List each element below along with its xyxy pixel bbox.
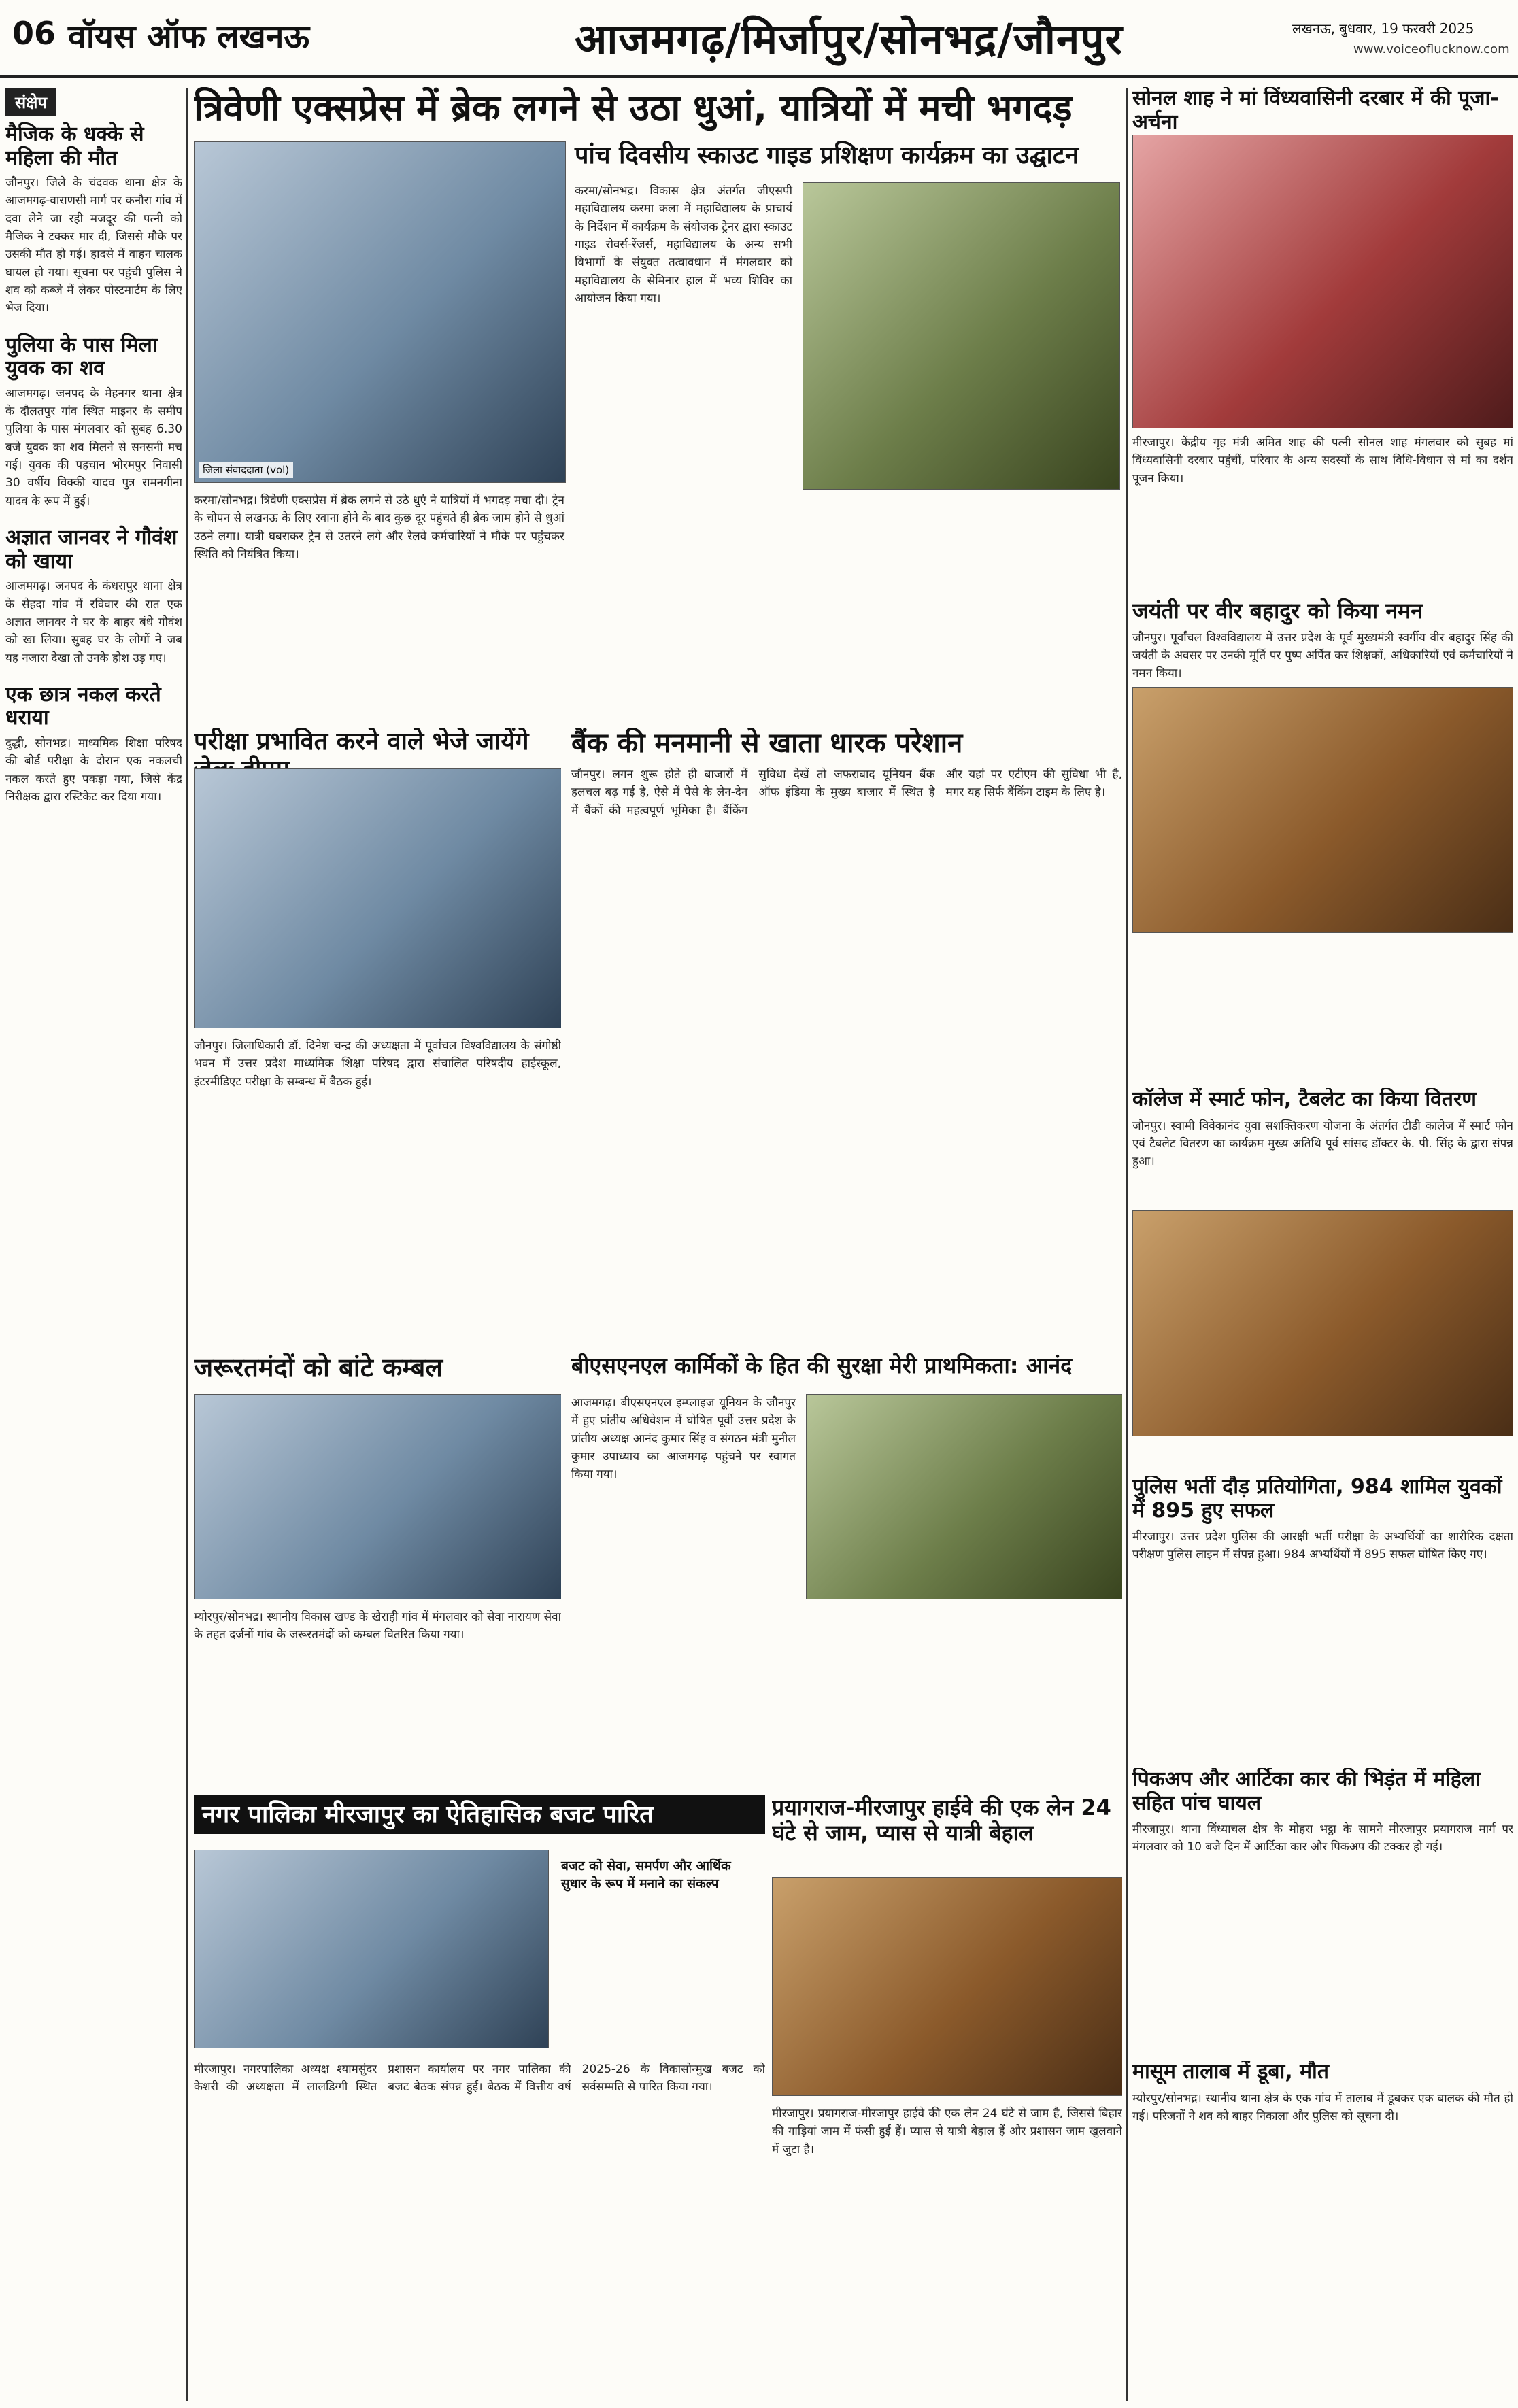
lead-story: [194, 87, 1122, 719]
highway-story: [772, 1795, 1122, 2394]
jayanti-body: जौनपुर। पूर्वांचल विश्वविद्यालय में उत्तर प्रदेश के पूर्व मुख्यमंत्री स्वर्गीय वीर बहादुर सिंह की जयंती के अवसर पर उनकी मूर्ति पर पुष्प अर्पित कर शिक्षकों, अधिकारियों एवं कर्मचारियों ने नमन किया।: [1132, 630, 1513, 681]
police-body: मीरजापुर। उत्तर प्रदेश पुलिस की आरक्षी भर्ती परीक्षा के अभ्यर्थियों का शारीरिक दक्षता परीक्षण पुलिस लाइन में संपन्न हुआ। 984 अभ्यर्थियों में 895 सफल घोषित किए गए।: [1132, 1530, 1513, 1562]
drowning-body: म्योरपुर/सोनभद्र। स्थानीय थाना क्षेत्र के एक गांव में तालाब में डूबकर एक बालक की मौत हो गई। परिजनों ने शव को बाहर निकाला और पुलिस को सूचना दी।: [1132, 2091, 1513, 2123]
accident-story: [1132, 1768, 1513, 2054]
budget-meeting-photo: [194, 1850, 549, 2048]
brief-body: आजमगढ़। जनपद के कंधरापुर थाना क्षेत्र के सेहदा गांव में रविवार की रात एक अज्ञात जानवर ने घर के बाहर बंधे गौवंश को खा लिया। सुबह घर के लोगों ने जब यह नजारा देखा तो उनके होश उड़ गए।: [5, 579, 182, 665]
exam-headline: परीक्षा प्रभावित करने वाले भेजे जायेंगे: [194, 728, 529, 756]
section-tag: संक्षेप: [5, 88, 56, 116]
column-divider: [1126, 88, 1128, 2401]
highway-body: मीरजापुर। प्रयागराज-मीरजापुर हाईवे की एक लेन 24 घंटे से जाम है, जिससे बिहार की गाड़ियां जाम में फंसी हुई हैं। प्यास से यात्री बेहाल हैं और प्रशासन जाम खुलवाने में जुटा है।: [772, 2107, 1122, 2156]
exam-body: जौनपुर। जिलाधिकारी डॉ. दिनेश चन्द्र की अध्यक्षता में पूर्वांचल विश्वविद्यालय के संगोष्ठी भवन में उत्तर प्रदेश माध्यमिक शिक्षा परिषद द्वारा संचालित परिषदीय हाईस्कूल, इंटरमीडिएट परीक्षा के सम्बन्ध में बैठक हुई।: [194, 1039, 561, 1089]
bsnl-body: आजमगढ़। बीएसएनएल इम्प्लाइज यूनियन के जौनपुर में हुए प्रांतीय अधिवेशन में घोषित पूर्वी उत्तर प्रदेश के प्रांतीय अध्यक्ष आनंद कुमार सिंह व संगठन मंत्री मुनील कुमार उपाध्याय का आजमगढ़ पहुंचने पर स्वागत किया गया।: [571, 1396, 796, 1482]
column-divider: [186, 88, 188, 2401]
budget-story: [194, 1795, 765, 2394]
left-brief-column: [5, 88, 182, 2401]
photo-caption: जिला संवाददाता (vol): [199, 462, 293, 478]
bsnl-photo: [806, 1394, 1122, 1599]
pooja-photo: [1132, 135, 1513, 428]
pooja-story: [1132, 87, 1513, 590]
bsnl-story: [571, 1353, 1122, 1788]
brief-headline: अज्ञात जानवर ने गौवंश को खाया: [5, 526, 178, 573]
bsnl-headline: बीएसएनएल कार्मिकों के हित की सुरक्षा मेरी प्राथमिकता: आनंद: [571, 1353, 1073, 1378]
brief-headline: मैजिक के धक्के से महिला की मौत: [5, 122, 144, 170]
lead-headline: त्रिवेणी एक्सप्रेस में ब्रेक लगने से उठा धुआं, यात्रियों में मची भगदड़: [194, 87, 1073, 129]
tablet-distribution-photo: [1132, 1210, 1513, 1436]
blanket-headline: जरूरतमंदों को बांटे कम्बल: [194, 1353, 443, 1383]
page-number: 06: [12, 15, 56, 52]
blanket-body: म्योरपुर/सोनभद्र। स्थानीय विकास खण्ड के खैराही गांव में मंगलवार को सेवा नारायण सेवा के तहत दर्जनों गांव के जरूरतमंदों को कम्बल वितरित किया गया।: [194, 1610, 561, 1642]
blanket-photo: [194, 1394, 561, 1599]
accident-body: मीरजापुर। थाना विंध्याचल क्षेत्र के मोहरा भट्ठा के सामने मीरजापुर प्रयागराज मार्ग पर मंगलवार को 10 बजे दिन में आर्टिका कार और पिकअप की टक्कर हो गई।: [1132, 1822, 1513, 1854]
brief-body: आजमगढ़। जनपद के मेहनगर थाना क्षेत्र के दौलतपुर गांव स्थित माइनर के समीप पुलिया के पास मंगलवार को सुबह 6.30 बजे युवक का शव मिलने से सनसनी मच गई। युवक की पहचान भोरमपुर निवासी 30 वर्षीय विक्की यादव पुत्र रामनगीना यादव के रूप में हुई।: [5, 386, 182, 508]
budget-body: मीरजापुर। नगरपालिका अध्यक्ष श्यामसुंदर केशरी की अध्यक्षता में लालडिग्गी स्थित प्रशासन कार्यालय पर नगर पालिका की बजट बैठक संपन्न हुई। बैठक में वित्तीय वर्ष 2025-26 के विकासोन्मुख बजट को सर्वसम्मति से पारित किया गया।: [194, 2063, 765, 2095]
pooja-headline: सोनल शाह ने मां विंध्यवासिनी दरबार में की पूजा-अर्चना: [1132, 87, 1499, 134]
drowning-headline: मासूम तालाब में डूबा, मौत: [1132, 2061, 1329, 2084]
lead-body: करमा/सोनभद्र। त्रिवेणी एक्सप्रेस में ब्रेक लगने से उठे धुएं ने यात्रियों में भगदड़ मचा दी। ट्रेन के चोपन से लखनऊ के लिए रवाना होने के बाद कुछ दूर पहुंचते ही ब्रेक जाम होने से धुआं उठने लगा। यात्री घबराकर ट्रेन से उतरने लगे और रेलवे कर्मचारियों ने मौके पर पहुंचकर स्थिति को नियंत्रित किया।: [194, 494, 564, 562]
brief-headline: एक छात्र नकल करते धराया: [5, 682, 161, 730]
scout-photo: [803, 182, 1120, 490]
jayanti-headline: जयंती पर वीर बहादुर को किया नमन: [1132, 598, 1423, 624]
college-story: [1132, 1088, 1513, 1469]
edition-title: आजमगढ़/मिर्जापुर/सोनभद्र/जौनपुर: [575, 14, 1123, 64]
website-link[interactable]: www.voiceoflucknow.com: [1353, 42, 1510, 56]
bank-body: जौनपुर। लगन शुरू होते ही बाजारों में हलचल बढ़ गई है, ऐसे में पैसे के लेन-देन में बैंकों की महत्वपूर्ण भूमिका है। बैंकिंग सुविधा देखें तो जफराबाद यूनियन बैंक ऑफ इंडिया के मुख्य बाजार में स्थित है और यहां पर एटीएम की सुविधा भी है, मगर यह सिर्फ बैंकिंग टाइम के लिए है।: [571, 768, 1122, 817]
masthead: [0, 0, 1518, 78]
highway-headline: प्रयागराज-मीरजापुर हाईवे की एक लेन 24 घंटे से जाम, प्यास से यात्री बेहाल: [772, 1795, 1111, 1846]
police-story: [1132, 1476, 1513, 1761]
police-headline: पुलिस भर्ती दौड़ प्रतियोगिता, 984 शामिल युवकों में 895 हुए सफल: [1132, 1476, 1502, 1523]
train-photo: [194, 141, 566, 483]
bank-story: [571, 728, 1122, 1340]
pooja-body: मीरजापुर। केंद्रीय गृह मंत्री अमित शाह की पत्नी सोनल शाह मंगलवार को सुबह मां विंध्यवासिनी दरबार पहुंचीं, परिवार के अन्य सदस्यों के साथ विधि-विधान से मां का दर्शन पूजन किया।: [1132, 436, 1513, 486]
budget-headline: नगर पालिका मीरजापुर का ऐतिहासिक बजट पारित: [194, 1795, 765, 1834]
jayanti-story: [1132, 598, 1513, 1088]
drowning-story: [1132, 2061, 1513, 2394]
scout-body: करमा/सोनभद्र। विकास क्षेत्र अंतर्गत जीएसपी महाविद्यालय करमा कला में महाविद्यालय के प्राचार्य के निर्देशन में कार्यक्रम के संयोजक ट्रेनर द्वारा स्काउट गाइड रोवर्स-रेंजर्स, महाविद्यालय के अन्य सभी विभागों के संयुक्त तत्वावधान में मंगलवार को महाविद्यालय के सेमिनार हाल में भव्य शिविर का आयोजन किया गया।: [575, 184, 792, 306]
college-body: जौनपुर। स्वामी विवेकानंद युवा सशक्तिकरण योजना के अंतर्गत टीडी कालेज में स्मार्ट फोन एवं टैबलेट वितरण का कार्यक्रम मुख्य अतिथि पूर्व सांसद डॉक्टर के. पी. सिंह के द्वारा संपन्न हुआ।: [1132, 1119, 1513, 1169]
brief-headline: पुलिया के पास मिला युवक का शव: [5, 333, 158, 381]
college-headline: कॉलेज में स्मार्ट फोन, टैबलेट का किया वितरण: [1132, 1088, 1477, 1111]
dateline: लखनऊ, बुधवार, 19 फरवरी 2025: [1292, 20, 1474, 37]
bank-headline: बैंक की मनमानी से खाता धारक परेशान: [571, 728, 963, 759]
brief-body: जौनपुर। जिले के चंदवक थाना क्षेत्र के आजमगढ़-वाराणसी मार्ग पर कनौरा गांव में दवा लेने जा रही मजदूर की पत्नी को मैजिक ने टक्कर मार दी, जिससे मौके पर उसकी मौत हो गई। हादसे में वाहन चालक घायल हो गया। सूचना पर पहुंची पुलिस ने शव को कब्जे में लेकर पोस्टमार्टम के लिए भेज दिया।: [5, 176, 182, 316]
exam-story: [194, 728, 561, 1353]
blanket-story: [194, 1353, 561, 1788]
traffic-jam-photo: [772, 1877, 1122, 2096]
statue-photo: [1132, 687, 1513, 933]
scout-headline: पांच दिवसीय स्काउट गाइड प्रशिक्षण कार्यक्रम का उद्घाटन: [575, 141, 1079, 169]
brief-body: दुद्धी, सोनभद्र। माध्यमिक शिक्षा परिषद की बोर्ड परीक्षा के दौरान एक नकलची नकल करते हुए पकड़ा गया, जिसे केंद्र निरीक्षक द्वारा रस्टिकेट कर दिया गया।: [5, 736, 182, 804]
budget-subhead: बजट को सेवा, समर्पण और आर्थिक सुधार के रूप में मनाने का संकल्प: [561, 1859, 731, 1891]
newspaper-brand: वॉयस ऑफ लखनऊ: [68, 18, 310, 56]
accident-headline: पिकअप और आर्टिका कार की भिड़ंत में महिला सहित पांच घायल: [1132, 1768, 1481, 1815]
dm-meeting-photo: [194, 768, 561, 1028]
